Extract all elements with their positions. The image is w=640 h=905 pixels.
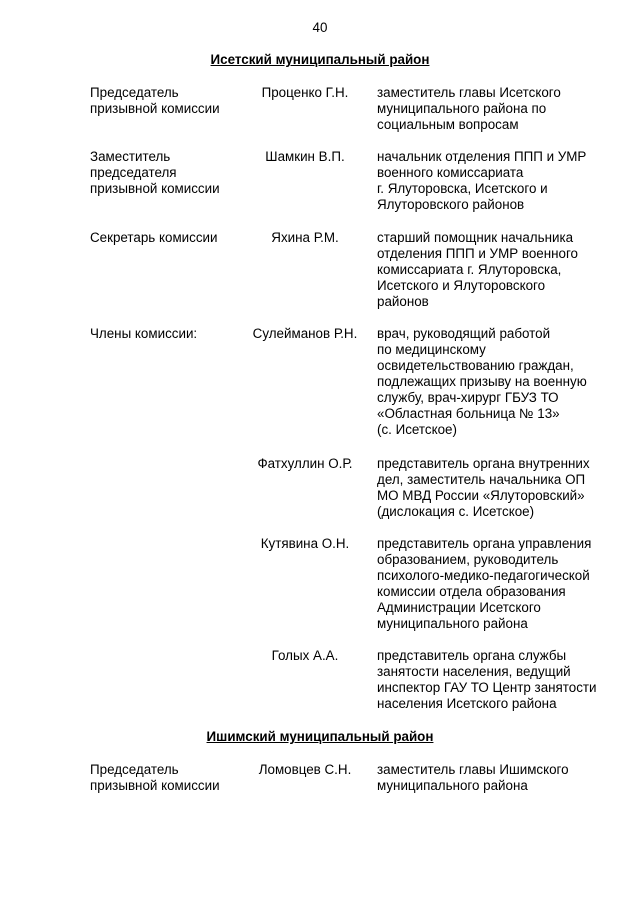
member-name: Кутявина О.Н. xyxy=(260,536,350,551)
member-description: заместитель главы Исетского муниципального района по социальным вопросам xyxy=(377,85,561,132)
role-label: Председатель призывной комиссии xyxy=(90,762,220,793)
member-description: врач, руководящий работой по медицинскому освидетельствованию граждан, подлежащих призыву на военную службу, врач-хирург ГБУЗ ТО «Областная больница № 13» (с. Исетское) xyxy=(377,326,587,437)
member-name: Шамкин В.П. xyxy=(265,149,345,164)
member-description: представитель органа службы занятости населения, ведущий инспектор ГАУ ТО Центр занятости населения Исетского района xyxy=(377,648,597,711)
member-description: начальник отделения ППП и УМР военного комиссариата г. Ялуторовска, Исетского и Ялуторовского районов xyxy=(377,149,587,212)
member-description: представитель органа управления образованием, руководитель психолого-медико-педагогической комиссии отдела образования Администрации Исетского муниципального района xyxy=(377,536,592,631)
member-name: Сулейманов Р.Н. xyxy=(252,326,358,341)
member-name: Проценко Г.Н. xyxy=(261,85,349,100)
member-name: Фатхуллин О.Р. xyxy=(257,456,353,471)
section-title-isetsky: Исетский муниципальный район xyxy=(210,52,430,67)
member-name: Яхина Р.М. xyxy=(271,230,339,245)
member-description: представитель органа внутренних дел, заместитель начальника ОП МО МВД России «Ялуторовский» (дислокация с. Исетское) xyxy=(377,456,590,519)
page-number: 40 xyxy=(312,20,328,35)
member-name: Голых А.А. xyxy=(271,648,339,663)
role-label: Члены комиссии: xyxy=(90,326,198,341)
role-label: Председатель призывной комиссии xyxy=(90,85,220,116)
role-label: Секретарь комиссии xyxy=(90,230,218,245)
member-description: заместитель главы Ишимского муниципального района xyxy=(377,762,569,793)
section-title-ishimsky: Ишимский муниципальный район xyxy=(206,729,434,744)
member-name: Ломовцев С.Н. xyxy=(258,762,352,777)
member-description: старший помощник начальника отделения ППП и УМР военного комиссариата г. Ялуторовска, Исетского и Ялуторовского районов xyxy=(377,230,579,309)
role-label: Заместитель председателя призывной комиссии xyxy=(90,149,220,196)
